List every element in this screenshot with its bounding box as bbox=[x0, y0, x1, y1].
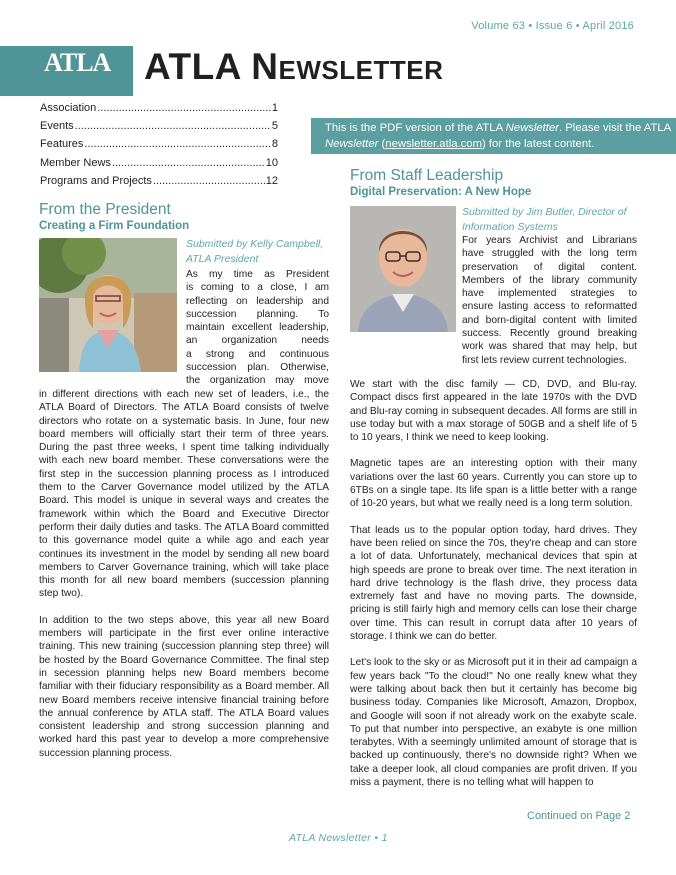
toc-item[interactable]: Programs and Projects ..... 12 bbox=[40, 175, 278, 193]
staff-article-title: Digital Preservation: A New Hope bbox=[350, 186, 532, 198]
toc-item[interactable]: Association ..... 1 bbox=[40, 102, 278, 120]
atla-logo bbox=[0, 46, 133, 96]
staff-author-photo bbox=[350, 206, 456, 332]
table-of-contents bbox=[40, 102, 278, 193]
president-photo bbox=[39, 238, 177, 372]
toc-item[interactable]: Features ..... 8 bbox=[40, 138, 278, 156]
logo-text: ATLA bbox=[44, 48, 111, 77]
staff-paragraph: We start with the disc family — CD, DVD, and Blu-ray. Compact discs first appeared in the late 1970s with the DVD and Blu-ray coming in subsequent decades. All forms are still in use today but with a max storage of 50GB and a shelf life of 5 to 10 years, I think we need to keep looking. bbox=[350, 379, 637, 444]
staff-body bbox=[350, 378, 637, 789]
newsletter-link[interactable]: newsletter.atla.com bbox=[385, 138, 482, 150]
newsletter-title: ATLA Newsletter bbox=[144, 46, 444, 87]
president-intro-text: As my time as President is coming to a close, I am reflecting on leadership and succession planning. To maintain excellent leadership, an organization needs a strong and continuous succession plan. Otherwise, the organization may move bbox=[186, 269, 329, 387]
page-footer: ATLA Newsletter • 1 bbox=[289, 832, 388, 844]
staff-paragraph: That leads us to the popular option today, hard drives. They have been relied on since the 70s, they're cheap and can store a lot of data. Unfortunately, mechanical devices that spin at high speeds are prone to break over time. The next iteration in hard drive technology is the flash drive, they process data extremely fast and have no moving parts. The downside, pricing is still fairly high and memory cells can lose their charge over time. This can result in corrupt data after 10 years of storage. I think we can do better. bbox=[350, 524, 637, 643]
toc-item[interactable]: Events ..... 5 bbox=[40, 120, 278, 138]
president-body bbox=[39, 388, 329, 760]
pdf-version-notice: This is the PDF version of the ATLA Newsletter. Please visit the ATLA Newsletter (newsletter.atla.com) for the latest content. bbox=[311, 118, 676, 154]
staff-section-heading: From Staff Leadership bbox=[350, 167, 504, 184]
issue-line: Volume 63 • Issue 6 • April 2016 bbox=[471, 20, 634, 32]
president-article-title: Creating a Firm Foundation bbox=[39, 220, 190, 232]
president-paragraph: In addition to the two steps above, this year all new Board members will participate in the first ever online interactive training. This new training (succession planning step three) will be hosted by the Board Governance Committee. The final step in secession planning helps new Board members become familiar with their fiduciary responsibility as a Board member. All new Board members receive intensive financial training before the annual conference by ATLA staff. The ATLA Board values consistent leadership and strong succession planning and worked hard this past year to develop a more comprehensive succession planning process. bbox=[39, 614, 329, 759]
continued-link[interactable]: Continued on Page 2 bbox=[527, 810, 631, 822]
staff-intro: For years Archivist and Librarians have struggled with the long term preservation of digital content. Members of the library community have implemented strategies to ensure lasting access to reformatted and born-digital content with limited success. Recently ground breaking work was shared that may help, but first lets review current technologies. bbox=[462, 235, 637, 366]
president-byline: Submitted by Kelly Campbell, ATLA President bbox=[186, 238, 324, 265]
president-section-heading: From the President bbox=[39, 201, 171, 218]
toc-item[interactable]: Member News ..... 10 bbox=[40, 157, 278, 175]
president-paragraph: in different directions with each new set of leaders, i.e., the ATLA Board of Directors. The ATLA Board consists of twelve directors who rotate on a systematic basis. In June, four new board members will officially start their term of three years. During the past three weeks, I spent time talking individually with each new board member. These conversations were the first step in the succession planning process as I introduced them to the Carver Governance model utilized by the ATLA Board. This model is unique in several ways and creates the framework within which the Board and Executive Director perform their daily duties and tasks. The ATLA Board committed to this governance model quite a while ago and each year continues its investment in the model by sending all new board members to Carver Governance training, which will take place this month for all new board members (succession planning step two). bbox=[39, 389, 329, 600]
staff-paragraph: Let's look to the sky or as Microsoft put it in their ad campaign a few years back "To the cloud!" No one really knew what they were talking about back then but it certainly has become big business today. Companies like Microsoft, Amazon, Dropbox, and Google will soon if not already work on the exabyte scale. To put that number into perspective, an exabyte is one million terabytes. With a seemingly unlimited amount of storage that is backed up continuously, there's no downside right? When we take a deeper look, all cloud companies are profit driven. If you miss a payment, there is no telling what will happen to bbox=[350, 657, 637, 789]
staff-byline: Submitted by Jim Butler, Director of Information Systems bbox=[462, 206, 627, 233]
staff-paragraph: Magnetic tapes are an interesting option with their many variations over the last 60 years. Currently you can store up to 6TBs on a single tape. Its life span is a little better with a range of 10-20 years, but what we really need is a long term solution. bbox=[350, 458, 637, 510]
